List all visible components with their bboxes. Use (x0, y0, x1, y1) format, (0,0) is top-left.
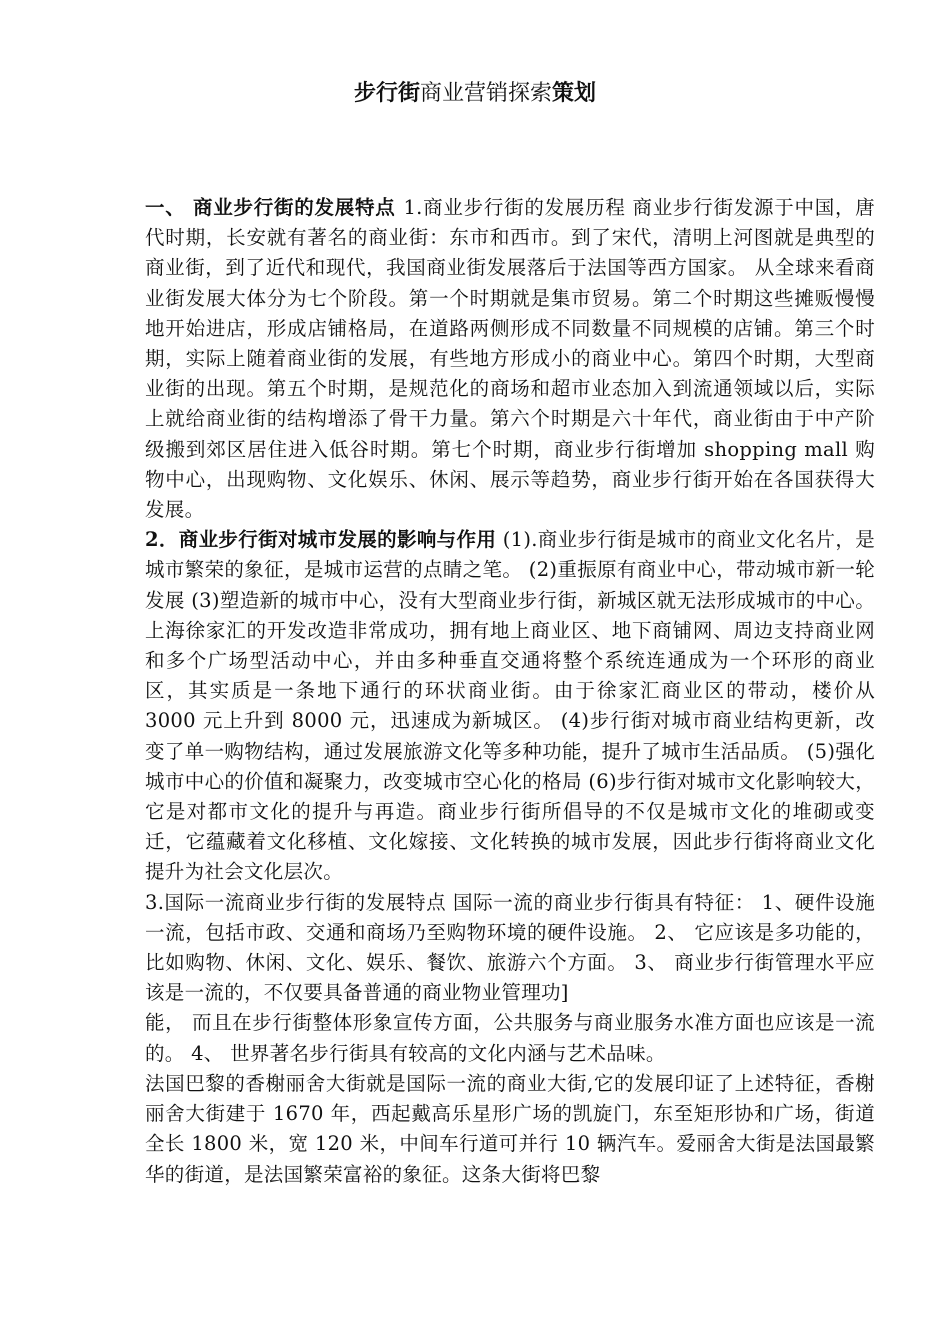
paragraph-section-5: 法国巴黎的香榭丽舍大街就是国际一流的商业大街,它的发展印证了上述特征，香榭丽舍大街建于 1670 年，西起戴高乐星形广场的凯旋门，东至矩形协和广场，街道全长 1800 米，宽 120 米，中间车行道可并行 10 辆汽车。爱丽舍大街是法国最繁华的街道，是法国繁荣富裕的象征。这条大街将巴黎 (145, 1071, 875, 1186)
paragraph-section-4: 能， 而且在步行街整体形象宣传方面，公共服务与商业服务水准方面也应该是一流的。 4、 世界著名步行街具有较高的文化内涵与艺术品味。 (145, 1011, 875, 1065)
title-part-bold-1: 步行街 (353, 80, 420, 106)
paragraph-section-3: 3.国际一流商业步行街的发展特点 国际一流的商业步行街具有特征： 1、硬件设施一流，包括市政、交通和商场乃至购物环境的硬件设施。 2、 它应该是多功能的，比如购物、休闲、文化、娱乐、餐饮、旅游六个方面。 3、 商业步行街管理水平应该是一流的，不仅要具备普通的商业物业管理功] (145, 890, 875, 1005)
document-body (145, 193, 875, 1190)
section-2-text: (1).商业步行街是城市的商业文化名片，是城市繁荣的象征，是城市运营的点睛之笔。 (2)重振原有商业中心，带动城市新一轮发展 (3)塑造新的城市中心，没有大型商业步行街，新城区就无法形成城市的中心。上海徐家汇的开发改造非常成功，拥有地上商业区、地下商铺网、周边支持商业网和多个广场型活动中心，并由多种垂直交通将整个系统连通成为一个环形的商业区，其实质是一条地下通行的环状商业街。由于徐家汇商业区的带动，楼价从 3000 元上升到 8000 元，迅速成为新城区。 (4)步行街对城市商业结构更新，改变了单一购物结构，通过发展旅游文化等多种功能，提升了城市生活品质。 (5)强化城市中心的价值和凝聚力，改变城市空心化的格局 (6)步行街对城市文化影响较大，它是对都市文化的提升与再造。商业步行街所倡导的不仅是城市文化的堆砌或变迁，它蕴藏着文化移植、文化嫁接、文化转换的城市发展，因此步行街将商业文化提升为社会文化层次。 (145, 528, 875, 884)
title-part-bold-2: 策划 (552, 80, 597, 106)
section-2-heading: 2．商业步行街对城市发展的影响与作用 (145, 528, 497, 552)
section-1-text: 1.商业步行街的发展历程 商业步行街发源于中国，唐代时期，长安就有著名的商业街：东市和西市。到了宋代，清明上河图就是典型的商业街，到了近代和现代，我国商业街发展落后于法国等西方国家。 从全球来看商业街发展大体分为七个阶段。第一个时期就是集市贸易。第二个时期这些摊贩慢慢地开始进店，形成店铺格局，在道路两侧形成不同数量不同规模的店铺。第三个时期，实际上随着商业街的发展，有些地方形成小的商业中心。第四个时期，大型商业街的出现。第五个时期，是规范化的商场和超市业态加入到流通领域以后，实际上就给商业街的结构增添了骨干力量。第六个时期是六十年代，商业街由于中产阶级搬到郊区居住进入低谷时期。第七个时期，商业步行街增加 shopping mall 购物中心，出现购物、文化娱乐、休闲、展示等趋势，商业步行街开始在各国获得大发展。 (145, 196, 875, 522)
paragraph-section-2 (145, 525, 875, 887)
title-part-light: 商业营销探索 (419, 81, 552, 106)
paragraph-section-1 (145, 193, 875, 525)
document-title (0, 78, 950, 109)
section-1-heading: 一、 商业步行街的发展特点 (145, 196, 396, 219)
